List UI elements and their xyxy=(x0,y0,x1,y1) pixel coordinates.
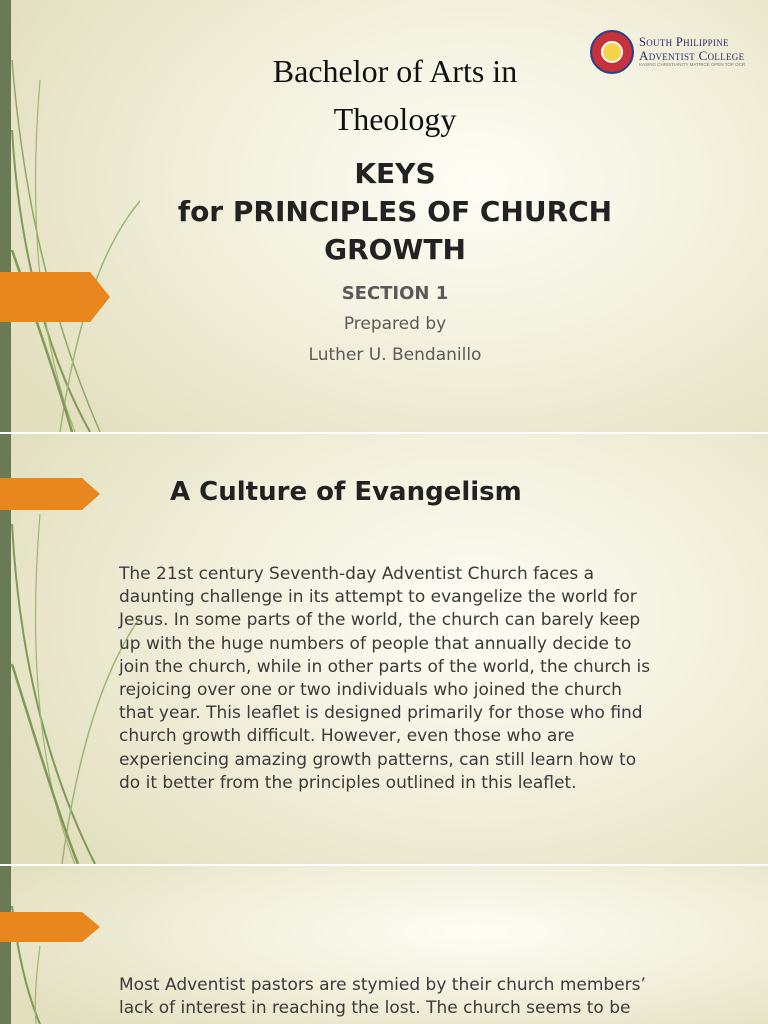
title-line-3: GROWTH xyxy=(324,233,466,266)
slide-title: A Culture of Evangelism xyxy=(170,477,522,507)
pastors-slide xyxy=(0,866,768,1024)
paragraph-line: join the church, while in other parts of the world, the church is xyxy=(119,656,651,677)
title-line-1: KEYS xyxy=(354,157,436,190)
body-paragraph xyxy=(119,563,731,795)
paragraph-line: that year. This leaflet is designed primarily for those who find xyxy=(119,703,643,724)
paragraph-line: daunting challenge in its attempt to evangelize the world for xyxy=(119,587,637,608)
paragraph-line: The 21st century Seventh-day Adventist Church faces a xyxy=(119,564,595,584)
paragraph-line: church growth difficult. However, even those who are xyxy=(119,726,575,747)
logo-name-line1: South Philippine xyxy=(639,35,729,50)
paragraph-line: experiencing amazing growth patterns, can still learn how to xyxy=(119,749,637,770)
prepared-by-label: Prepared by xyxy=(343,314,447,334)
logo-name-line2: Adventist College xyxy=(639,48,745,64)
degree-line-2: Theology xyxy=(333,101,457,137)
paragraph-line: Jesus. In some parts of the world, the church can barely keep xyxy=(119,610,641,631)
paragraph-line: do it better from the principles outlined in this leaflet. xyxy=(119,772,577,793)
logo-tagline: KASING CHRISTIANITY MATRICE OPEN TOP OCR xyxy=(639,62,746,68)
evangelism-slide xyxy=(0,434,768,864)
paragraph-line: lack of interest in reaching the lost. The church seems to be xyxy=(119,998,631,1019)
body-paragraph xyxy=(119,974,731,1020)
degree-line-1: Bachelor of Arts in xyxy=(272,53,518,89)
paragraph-line: up with the huge numbers of people that annually decide to xyxy=(119,633,632,654)
orange-arrow-tab xyxy=(0,912,100,942)
orange-arrow-tab xyxy=(0,478,100,510)
paragraph-line: Most Adventist pastors are stymied by their church members’ xyxy=(119,975,646,995)
title-slide xyxy=(0,0,768,432)
section-label: SECTION 1 xyxy=(341,283,449,304)
paragraph-line: rejoicing over one or two individuals who joined the church xyxy=(119,680,622,701)
author-name: Luther U. Bendanillo xyxy=(308,345,482,365)
title-line-2: for PRINCIPLES OF CHURCH xyxy=(177,195,613,228)
